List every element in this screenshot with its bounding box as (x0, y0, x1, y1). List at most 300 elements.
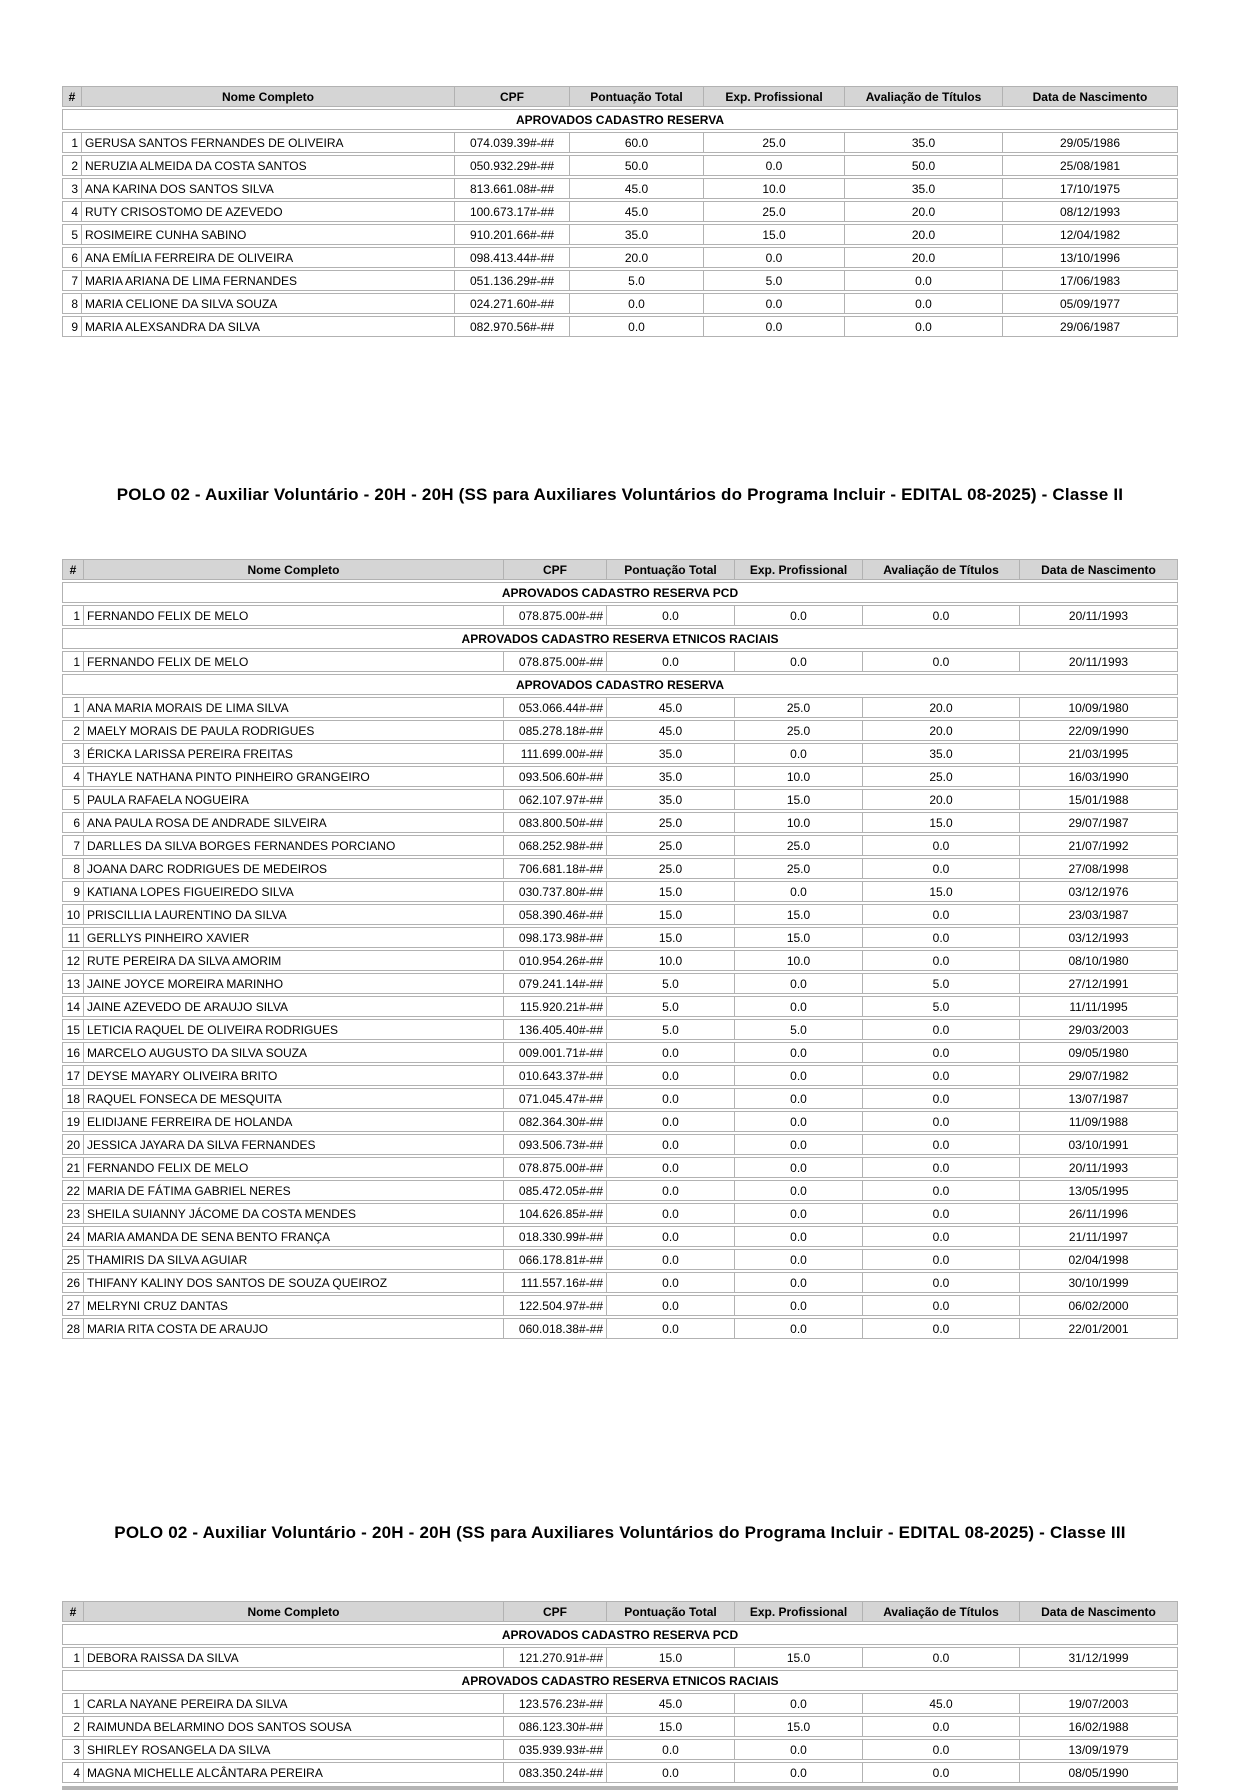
exp-cell: 0.0 (735, 1157, 863, 1178)
table-bottom-border (62, 1786, 1178, 1790)
name-cell: MARIA RITA COSTA DE ARAUJO (84, 1318, 504, 1339)
titles-cell: 0.0 (863, 904, 1020, 925)
table-row (62, 1693, 1178, 1714)
exp-cell: 0.0 (704, 155, 845, 176)
titles-cell: 15.0 (863, 881, 1020, 902)
rank-cell: 7 (62, 835, 84, 856)
column-header: Pontuação Total (570, 86, 704, 107)
score-cell: 0.0 (607, 1111, 735, 1132)
column-header: CPF (504, 559, 607, 580)
birthdate-cell: 03/10/1991 (1020, 1134, 1178, 1155)
score-cell: 0.0 (607, 651, 735, 672)
birthdate-cell: 13/10/1996 (1003, 247, 1178, 268)
name-cell: GERUSA SANTOS FERNANDES DE OLIVEIRA (82, 132, 455, 153)
exp-cell: 10.0 (735, 766, 863, 787)
exp-cell: 5.0 (735, 1019, 863, 1040)
birthdate-cell: 29/07/1982 (1020, 1065, 1178, 1086)
titles-cell: 20.0 (845, 201, 1003, 222)
column-header: Pontuação Total (607, 559, 735, 580)
name-cell: MARIA ARIANA DE LIMA FERNANDES (82, 270, 455, 291)
section-header: APROVADOS CADASTRO RESERVA (62, 674, 1178, 695)
cpf-cell: 053.066.44#-## (504, 697, 607, 718)
score-cell: 15.0 (607, 881, 735, 902)
table-row (62, 1647, 1178, 1668)
cpf-cell: 071.045.47#-## (504, 1088, 607, 1109)
titles-cell: 5.0 (863, 973, 1020, 994)
score-cell: 35.0 (607, 789, 735, 810)
rank-cell: 5 (62, 224, 82, 245)
exp-cell: 10.0 (735, 812, 863, 833)
rank-cell: 16 (62, 1042, 84, 1063)
titles-cell: 0.0 (863, 1042, 1020, 1063)
rank-cell: 18 (62, 1088, 84, 1109)
score-cell: 0.0 (607, 1226, 735, 1247)
birthdate-cell: 23/03/1987 (1020, 904, 1178, 925)
score-cell: 0.0 (607, 1203, 735, 1224)
score-cell: 0.0 (607, 1042, 735, 1063)
rank-cell: 25 (62, 1249, 84, 1270)
score-cell: 0.0 (607, 1249, 735, 1270)
name-cell: ANA MARIA MORAIS DE LIMA SILVA (84, 697, 504, 718)
birthdate-cell: 03/12/1993 (1020, 927, 1178, 948)
exp-cell: 25.0 (735, 697, 863, 718)
name-cell: PAULA RAFAELA NOGUEIRA (84, 789, 504, 810)
score-cell: 0.0 (607, 1180, 735, 1201)
table-row (62, 1226, 1178, 1247)
titles-cell: 20.0 (845, 224, 1003, 245)
titles-cell: 0.0 (863, 1295, 1020, 1316)
exp-cell: 15.0 (735, 1716, 863, 1737)
name-cell: JAINE JOYCE MOREIRA MARINHO (84, 973, 504, 994)
cpf-cell: 009.001.71#-## (504, 1042, 607, 1063)
score-cell: 45.0 (607, 720, 735, 741)
rank-cell: 13 (62, 973, 84, 994)
name-cell: ÉRICKA LARISSA PEREIRA FREITAS (84, 743, 504, 764)
exp-cell: 0.0 (735, 1111, 863, 1132)
score-cell: 0.0 (570, 293, 704, 314)
rank-cell: 2 (62, 155, 82, 176)
birthdate-cell: 26/11/1996 (1020, 1203, 1178, 1224)
cpf-cell: 115.920.21#-## (504, 996, 607, 1017)
birthdate-cell: 15/01/1988 (1020, 789, 1178, 810)
table-row (62, 766, 1178, 787)
column-header: Exp. Profissional (735, 559, 863, 580)
birthdate-cell: 08/12/1993 (1003, 201, 1178, 222)
rank-cell: 17 (62, 1065, 84, 1086)
cpf-cell: 093.506.73#-## (504, 1134, 607, 1155)
rank-cell: 3 (62, 178, 82, 199)
cpf-cell: 082.970.56#-## (455, 316, 570, 337)
score-cell: 45.0 (607, 697, 735, 718)
name-cell: RUTY CRISOSTOMO DE AZEVEDO (82, 201, 455, 222)
name-cell: MELRYNI CRUZ DANTAS (84, 1295, 504, 1316)
birthdate-cell: 27/08/1998 (1020, 858, 1178, 879)
titles-cell: 20.0 (863, 697, 1020, 718)
rank-cell: 20 (62, 1134, 84, 1155)
titles-cell: 0.0 (863, 1088, 1020, 1109)
titles-cell: 50.0 (845, 155, 1003, 176)
score-cell: 15.0 (607, 927, 735, 948)
titles-cell: 35.0 (845, 132, 1003, 153)
table-row (62, 927, 1178, 948)
birthdate-cell: 22/09/1990 (1020, 720, 1178, 741)
rank-cell: 8 (62, 858, 84, 879)
cpf-cell: 706.681.18#-## (504, 858, 607, 879)
column-header: Pontuação Total (607, 1601, 735, 1622)
section-header: APROVADOS CADASTRO RESERVA PCD (62, 1624, 1178, 1645)
cpf-cell: 813.661.08#-## (455, 178, 570, 199)
table-row (62, 1157, 1178, 1178)
name-cell: DEYSE MAYARY OLIVEIRA BRITO (84, 1065, 504, 1086)
birthdate-cell: 20/11/1993 (1020, 605, 1178, 626)
cpf-cell: 035.939.93#-## (504, 1739, 607, 1760)
exp-cell: 0.0 (735, 1249, 863, 1270)
rank-cell: 1 (62, 132, 82, 153)
exp-cell: 0.0 (704, 293, 845, 314)
titles-cell: 20.0 (863, 720, 1020, 741)
titles-cell: 35.0 (863, 743, 1020, 764)
cpf-cell: 018.330.99#-## (504, 1226, 607, 1247)
titles-cell: 0.0 (863, 835, 1020, 856)
titles-cell: 0.0 (863, 1647, 1020, 1668)
name-cell: FERNANDO FELIX DE MELO (84, 651, 504, 672)
cpf-cell: 111.557.16#-## (504, 1272, 607, 1293)
name-cell: MARCELO AUGUSTO DA SILVA SOUZA (84, 1042, 504, 1063)
column-header: Data de Nascimento (1020, 559, 1178, 580)
exp-cell: 0.0 (735, 1203, 863, 1224)
titles-cell: 0.0 (863, 950, 1020, 971)
birthdate-cell: 22/01/2001 (1020, 1318, 1178, 1339)
exp-cell: 0.0 (735, 996, 863, 1017)
table-row (62, 293, 1178, 314)
birthdate-cell: 29/07/1987 (1020, 812, 1178, 833)
birthdate-cell: 29/03/2003 (1020, 1019, 1178, 1040)
score-cell: 5.0 (607, 1019, 735, 1040)
birthdate-cell: 21/03/1995 (1020, 743, 1178, 764)
rank-cell: 19 (62, 1111, 84, 1132)
table-row (62, 697, 1178, 718)
titles-cell: 35.0 (845, 178, 1003, 199)
name-cell: DARLLES DA SILVA BORGES FERNANDES PORCIANO (84, 835, 504, 856)
exp-cell: 25.0 (704, 201, 845, 222)
cpf-cell: 136.405.40#-## (504, 1019, 607, 1040)
score-cell: 20.0 (570, 247, 704, 268)
score-cell: 45.0 (570, 201, 704, 222)
exp-cell: 0.0 (735, 1762, 863, 1783)
table-row (62, 1249, 1178, 1270)
rank-cell: 10 (62, 904, 84, 925)
exp-cell: 0.0 (735, 1318, 863, 1339)
header-row (62, 86, 1178, 107)
rank-cell: 6 (62, 247, 82, 268)
exp-cell: 0.0 (735, 1272, 863, 1293)
rank-cell: 3 (62, 1739, 84, 1760)
rank-cell: 21 (62, 1157, 84, 1178)
table-row (62, 973, 1178, 994)
name-cell: MAGNA MICHELLE ALCÂNTARA PEREIRA (84, 1762, 504, 1783)
name-cell: MARIA DE FÁTIMA GABRIEL NERES (84, 1180, 504, 1201)
birthdate-cell: 31/12/1999 (1020, 1647, 1178, 1668)
cpf-cell: 068.252.98#-## (504, 835, 607, 856)
score-cell: 5.0 (607, 996, 735, 1017)
rank-cell: 11 (62, 927, 84, 948)
cpf-cell: 083.350.24#-## (504, 1762, 607, 1783)
score-cell: 5.0 (570, 270, 704, 291)
cpf-cell: 122.504.97#-## (504, 1295, 607, 1316)
cpf-cell: 078.875.00#-## (504, 1157, 607, 1178)
titles-cell: 0.0 (863, 1739, 1020, 1760)
rank-cell: 2 (62, 1716, 84, 1737)
titles-cell: 25.0 (863, 766, 1020, 787)
column-header: Avaliação de Títulos (863, 559, 1020, 580)
table-row (62, 1065, 1178, 1086)
cpf-cell: 030.737.80#-## (504, 881, 607, 902)
rank-cell: 26 (62, 1272, 84, 1293)
birthdate-cell: 16/02/1988 (1020, 1716, 1178, 1737)
table-row (62, 224, 1178, 245)
birthdate-cell: 08/10/1980 (1020, 950, 1178, 971)
column-header: Nome Completo (82, 86, 455, 107)
score-cell: 60.0 (570, 132, 704, 153)
birthdate-cell: 17/06/1983 (1003, 270, 1178, 291)
document-page (62, 0, 1178, 1790)
titles-cell: 0.0 (863, 1226, 1020, 1247)
table-row (62, 1019, 1178, 1040)
birthdate-cell: 21/07/1992 (1020, 835, 1178, 856)
exp-cell: 15.0 (735, 789, 863, 810)
birthdate-cell: 13/07/1987 (1020, 1088, 1178, 1109)
birthdate-cell: 10/09/1980 (1020, 697, 1178, 718)
section-title: POLO 02 - Auxiliar Voluntário - 20H - 20H (SS para Auxiliares Voluntários do Programa Incluir - EDITAL 08-2025) - Classe III (114, 1523, 1126, 1542)
titles-cell: 0.0 (863, 1157, 1020, 1178)
name-cell: RAIMUNDA BELARMINO DOS SANTOS SOUSA (84, 1716, 504, 1737)
rank-cell: 7 (62, 270, 82, 291)
birthdate-cell: 03/12/1976 (1020, 881, 1178, 902)
rank-cell: 1 (62, 1693, 84, 1714)
exp-cell: 15.0 (735, 904, 863, 925)
titles-cell: 0.0 (863, 927, 1020, 948)
name-cell: RUTE PEREIRA DA SILVA AMORIM (84, 950, 504, 971)
score-cell: 0.0 (607, 605, 735, 626)
cpf-cell: 062.107.97#-## (504, 789, 607, 810)
titles-cell: 5.0 (863, 996, 1020, 1017)
exp-cell: 10.0 (704, 178, 845, 199)
name-cell: ELIDIJANE FERREIRA DE HOLANDA (84, 1111, 504, 1132)
table-row (62, 743, 1178, 764)
titles-cell: 0.0 (863, 1318, 1020, 1339)
table-row (62, 996, 1178, 1017)
titles-cell: 20.0 (863, 789, 1020, 810)
table-row (62, 1088, 1178, 1109)
cpf-cell: 123.576.23#-## (504, 1693, 607, 1714)
name-cell: PRISCILLIA LAURENTINO DA SILVA (84, 904, 504, 925)
rank-cell: 4 (62, 1762, 84, 1783)
exp-cell: 0.0 (735, 1042, 863, 1063)
exp-cell: 0.0 (735, 651, 863, 672)
cpf-cell: 051.136.29#-## (455, 270, 570, 291)
cpf-cell: 086.123.30#-## (504, 1716, 607, 1737)
score-cell: 0.0 (607, 1318, 735, 1339)
table-row (62, 1272, 1178, 1293)
rank-cell: 9 (62, 316, 82, 337)
exp-cell: 0.0 (735, 1134, 863, 1155)
birthdate-cell: 20/11/1993 (1020, 1157, 1178, 1178)
titles-cell: 0.0 (845, 270, 1003, 291)
cpf-cell: 085.472.05#-## (504, 1180, 607, 1201)
rank-cell: 24 (62, 1226, 84, 1247)
titles-cell: 0.0 (863, 651, 1020, 672)
name-cell: ROSIMEIRE CUNHA SABINO (82, 224, 455, 245)
rank-cell: 2 (62, 720, 84, 741)
exp-cell: 25.0 (735, 835, 863, 856)
name-cell: ANA EMÍLIA FERREIRA DE OLIVEIRA (82, 247, 455, 268)
birthdate-cell: 11/09/1988 (1020, 1111, 1178, 1132)
birthdate-cell: 13/09/1979 (1020, 1739, 1178, 1760)
column-header: Nome Completo (84, 559, 504, 580)
rank-cell: 28 (62, 1318, 84, 1339)
table-row (62, 1716, 1178, 1737)
rank-cell: 15 (62, 1019, 84, 1040)
exp-cell: 0.0 (735, 743, 863, 764)
table-row (62, 1111, 1178, 1132)
name-cell: MAELY MORAIS DE PAULA RODRIGUES (84, 720, 504, 741)
name-cell: MARIA CELIONE DA SILVA SOUZA (82, 293, 455, 314)
name-cell: THAYLE NATHANA PINTO PINHEIRO GRANGEIRO (84, 766, 504, 787)
table-row (62, 155, 1178, 176)
cpf-cell: 121.270.91#-## (504, 1647, 607, 1668)
rank-cell: 1 (62, 1647, 84, 1668)
rank-cell: 6 (62, 812, 84, 833)
score-cell: 15.0 (607, 904, 735, 925)
table-row (62, 881, 1178, 902)
column-header: Exp. Profissional (704, 86, 845, 107)
score-cell: 45.0 (570, 178, 704, 199)
table-row (62, 835, 1178, 856)
name-cell: LETICIA RAQUEL DE OLIVEIRA RODRIGUES (84, 1019, 504, 1040)
section-header: APROVADOS CADASTRO RESERVA PCD (62, 582, 1178, 603)
name-cell: SHEILA SUIANNY JÁCOME DA COSTA MENDES (84, 1203, 504, 1224)
name-cell: JESSICA JAYARA DA SILVA FERNANDES (84, 1134, 504, 1155)
table-row (62, 1295, 1178, 1316)
score-cell: 0.0 (607, 1295, 735, 1316)
score-cell: 35.0 (607, 743, 735, 764)
column-header: # (62, 86, 82, 107)
titles-cell: 0.0 (863, 1019, 1020, 1040)
results-table (62, 1599, 1178, 1785)
exp-cell: 0.0 (735, 1065, 863, 1086)
titles-cell: 0.0 (845, 293, 1003, 314)
rank-cell: 8 (62, 293, 82, 314)
titles-cell: 15.0 (863, 812, 1020, 833)
name-cell: MARIA ALEXSANDRA DA SILVA (82, 316, 455, 337)
section-header: APROVADOS CADASTRO RESERVA ETNICOS RACIAIS (62, 628, 1178, 649)
table-row (62, 858, 1178, 879)
results-table (62, 557, 1178, 1341)
cpf-cell: 098.173.98#-## (504, 927, 607, 948)
titles-cell: 0.0 (863, 1762, 1020, 1783)
exp-cell: 0.0 (735, 1295, 863, 1316)
exp-cell: 5.0 (704, 270, 845, 291)
cpf-cell: 050.932.29#-## (455, 155, 570, 176)
exp-cell: 15.0 (704, 224, 845, 245)
score-cell: 50.0 (570, 155, 704, 176)
exp-cell: 0.0 (704, 247, 845, 268)
column-header: Avaliação de Títulos (863, 1601, 1020, 1622)
cpf-cell: 066.178.81#-## (504, 1249, 607, 1270)
table-row (62, 605, 1178, 626)
name-cell: GERLLYS PINHEIRO XAVIER (84, 927, 504, 948)
table-row (62, 950, 1178, 971)
titles-cell: 0.0 (863, 1716, 1020, 1737)
cpf-cell: 074.039.39#-## (455, 132, 570, 153)
name-cell: KATIANA LOPES FIGUEIREDO SILVA (84, 881, 504, 902)
score-cell: 45.0 (607, 1693, 735, 1714)
cpf-cell: 104.626.85#-## (504, 1203, 607, 1224)
exp-cell: 0.0 (704, 316, 845, 337)
section-header: APROVADOS CADASTRO RESERVA ETNICOS RACIAIS (62, 1670, 1178, 1691)
exp-cell: 25.0 (735, 858, 863, 879)
name-cell: SHIRLEY ROSANGELA DA SILVA (84, 1739, 504, 1760)
rank-cell: 4 (62, 766, 84, 787)
exp-cell: 0.0 (735, 605, 863, 626)
score-cell: 0.0 (607, 1088, 735, 1109)
rank-cell: 12 (62, 950, 84, 971)
birthdate-cell: 08/05/1990 (1020, 1762, 1178, 1783)
results-table (62, 84, 1178, 339)
exp-cell: 15.0 (735, 927, 863, 948)
table-row (62, 720, 1178, 741)
titles-cell: 0.0 (863, 1065, 1020, 1086)
score-cell: 35.0 (607, 766, 735, 787)
cpf-cell: 082.364.30#-## (504, 1111, 607, 1132)
score-cell: 5.0 (607, 973, 735, 994)
exp-cell: 25.0 (704, 132, 845, 153)
name-cell: RAQUEL FONSECA DE MESQUITA (84, 1088, 504, 1109)
titles-cell: 0.0 (863, 1180, 1020, 1201)
column-header: Avaliação de Títulos (845, 86, 1003, 107)
cpf-cell: 111.699.00#-## (504, 743, 607, 764)
name-cell: JOANA DARC RODRIGUES DE MEDEIROS (84, 858, 504, 879)
score-cell: 0.0 (607, 1065, 735, 1086)
name-cell: MARIA AMANDA DE SENA BENTO FRANÇA (84, 1226, 504, 1247)
cpf-cell: 024.271.60#-## (455, 293, 570, 314)
birthdate-cell: 13/05/1995 (1020, 1180, 1178, 1201)
rank-cell: 9 (62, 881, 84, 902)
titles-cell: 0.0 (863, 1249, 1020, 1270)
birthdate-cell: 06/02/2000 (1020, 1295, 1178, 1316)
table-row (62, 132, 1178, 153)
table-row (62, 178, 1178, 199)
name-cell: THAMIRIS DA SILVA AGUIAR (84, 1249, 504, 1270)
table-row (62, 1180, 1178, 1201)
rank-cell: 1 (62, 697, 84, 718)
table-row (62, 651, 1178, 672)
score-cell: 15.0 (607, 1647, 735, 1668)
score-cell: 15.0 (607, 1716, 735, 1737)
name-cell: ANA KARINA DOS SANTOS SILVA (82, 178, 455, 199)
titles-cell: 0.0 (863, 1272, 1020, 1293)
table-row (62, 201, 1178, 222)
name-cell: THIFANY KALINY DOS SANTOS DE SOUZA QUEIROZ (84, 1272, 504, 1293)
birthdate-cell: 21/11/1997 (1020, 1226, 1178, 1247)
column-header: Data de Nascimento (1003, 86, 1178, 107)
table-row (62, 1203, 1178, 1224)
header-row (62, 559, 1178, 580)
titles-cell: 45.0 (863, 1693, 1020, 1714)
cpf-cell: 010.954.26#-## (504, 950, 607, 971)
birthdate-cell: 27/12/1991 (1020, 973, 1178, 994)
column-header: Exp. Profissional (735, 1601, 863, 1622)
